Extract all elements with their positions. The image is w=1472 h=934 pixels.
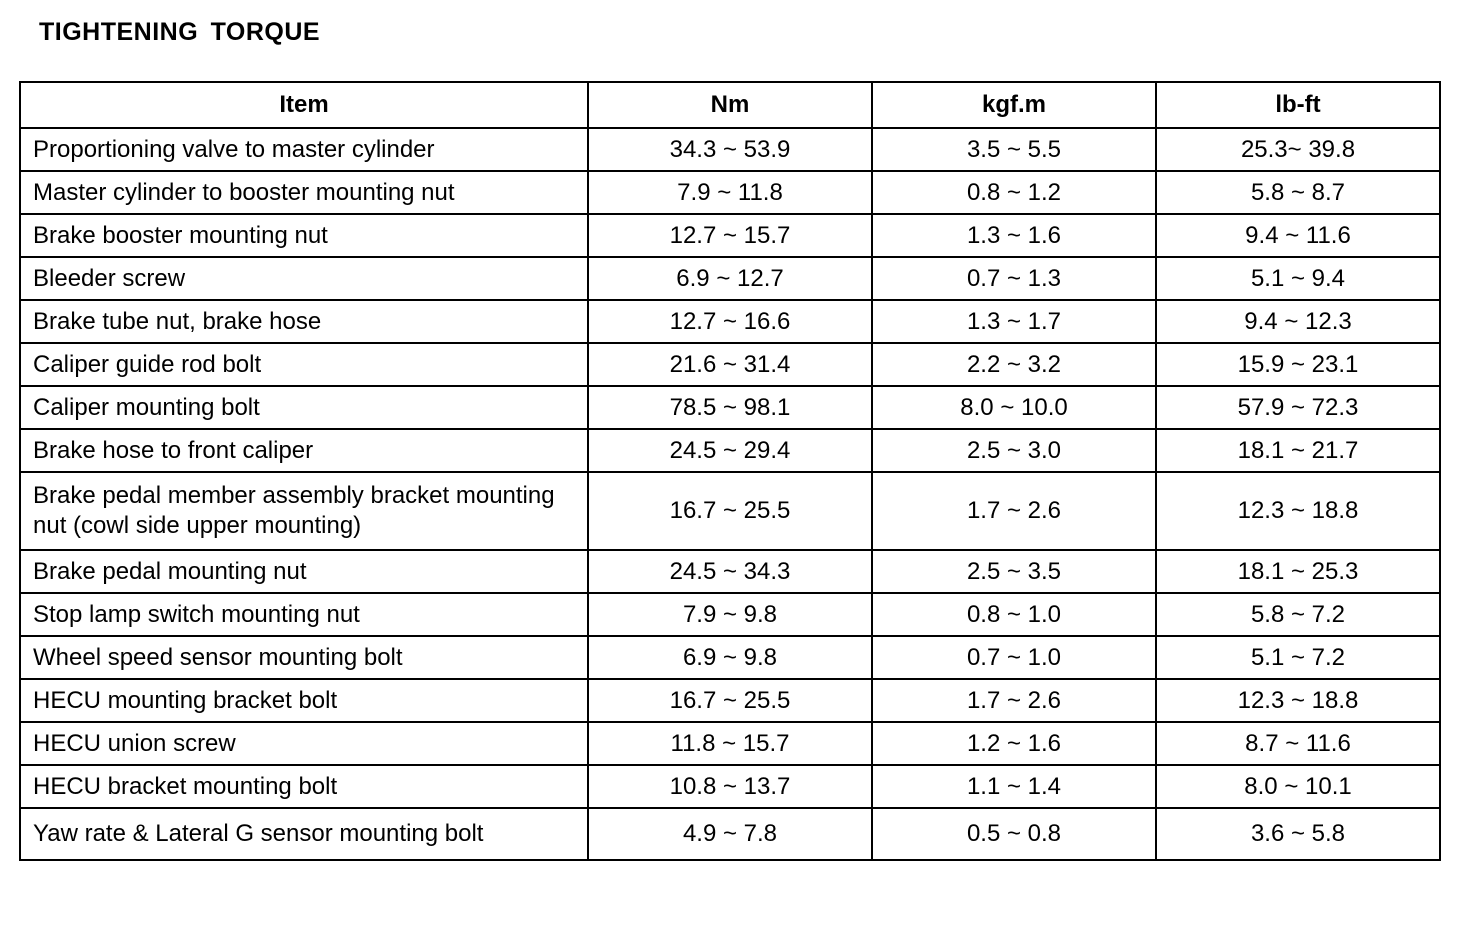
cell-nm: 12.7 ~ 16.6 xyxy=(588,300,872,343)
cell-item: Brake hose to front caliper xyxy=(20,429,588,472)
cell-kgf-m: 0.7 ~ 1.3 xyxy=(872,257,1156,300)
table-row xyxy=(20,722,1440,765)
cell-kgf-m: 0.8 ~ 1.0 xyxy=(872,593,1156,636)
cell-lb-ft: 18.1 ~ 21.7 xyxy=(1156,429,1440,472)
cell-item: Brake pedal mounting nut xyxy=(20,550,588,593)
table-row xyxy=(20,386,1440,429)
cell-kgf-m: 1.3 ~ 1.7 xyxy=(872,300,1156,343)
table-row xyxy=(20,550,1440,593)
page-title: TIGHTENING TORQUE xyxy=(39,18,321,46)
table-row xyxy=(20,593,1440,636)
cell-kgf-m: 1.7 ~ 2.6 xyxy=(872,679,1156,722)
cell-item: Proportioning valve to master cylinder xyxy=(20,128,588,171)
cell-nm: 6.9 ~ 12.7 xyxy=(588,257,872,300)
cell-nm: 21.6 ~ 31.4 xyxy=(588,343,872,386)
cell-item: Wheel speed sensor mounting bolt xyxy=(20,636,588,679)
cell-kgf-m: 8.0 ~ 10.0 xyxy=(872,386,1156,429)
cell-nm: 10.8 ~ 13.7 xyxy=(588,765,872,808)
cell-lb-ft: 25.3~ 39.8 xyxy=(1156,128,1440,171)
cell-nm: 24.5 ~ 29.4 xyxy=(588,429,872,472)
cell-lb-ft: 12.3 ~ 18.8 xyxy=(1156,679,1440,722)
cell-lb-ft: 12.3 ~ 18.8 xyxy=(1156,472,1440,550)
cell-nm: 16.7 ~ 25.5 xyxy=(588,472,872,550)
cell-nm: 78.5 ~ 98.1 xyxy=(588,386,872,429)
cell-kgf-m: 2.5 ~ 3.0 xyxy=(872,429,1156,472)
cell-item: Caliper mounting bolt xyxy=(20,386,588,429)
cell-item: Stop lamp switch mounting nut xyxy=(20,593,588,636)
cell-item: Yaw rate & Lateral G sensor mounting bolt xyxy=(20,808,588,860)
header-item: Item xyxy=(20,82,588,128)
cell-item: HECU bracket mounting bolt xyxy=(20,765,588,808)
cell-kgf-m: 0.5 ~ 0.8 xyxy=(872,808,1156,860)
table-row xyxy=(20,214,1440,257)
cell-lb-ft: 5.1 ~ 9.4 xyxy=(1156,257,1440,300)
table-row xyxy=(20,472,1440,550)
cell-nm: 34.3 ~ 53.9 xyxy=(588,128,872,171)
cell-item: HECU union screw xyxy=(20,722,588,765)
table-row xyxy=(20,679,1440,722)
header-kgf-m: kgf.m xyxy=(872,82,1156,128)
table-row xyxy=(20,808,1440,860)
cell-item: Brake tube nut, brake hose xyxy=(20,300,588,343)
cell-lb-ft: 8.0 ~ 10.1 xyxy=(1156,765,1440,808)
cell-nm: 7.9 ~ 9.8 xyxy=(588,593,872,636)
header-row xyxy=(20,82,1440,128)
cell-kgf-m: 1.7 ~ 2.6 xyxy=(872,472,1156,550)
cell-item: Brake booster mounting nut xyxy=(20,214,588,257)
cell-nm: 7.9 ~ 11.8 xyxy=(588,171,872,214)
cell-kgf-m: 3.5 ~ 5.5 xyxy=(872,128,1156,171)
cell-item: Brake pedal member assembly bracket mounting nut (cowl side upper mounting) xyxy=(20,472,588,550)
cell-kgf-m: 0.7 ~ 1.0 xyxy=(872,636,1156,679)
cell-kgf-m: 2.5 ~ 3.5 xyxy=(872,550,1156,593)
cell-kgf-m: 1.1 ~ 1.4 xyxy=(872,765,1156,808)
table-row xyxy=(20,171,1440,214)
header-nm: Nm xyxy=(588,82,872,128)
table-row xyxy=(20,343,1440,386)
header-lb-ft: lb-ft xyxy=(1156,82,1440,128)
cell-item: Caliper guide rod bolt xyxy=(20,343,588,386)
cell-lb-ft: 9.4 ~ 11.6 xyxy=(1156,214,1440,257)
torque-table xyxy=(19,81,1441,861)
cell-kgf-m: 0.8 ~ 1.2 xyxy=(872,171,1156,214)
table-row xyxy=(20,636,1440,679)
cell-lb-ft: 3.6 ~ 5.8 xyxy=(1156,808,1440,860)
cell-lb-ft: 57.9 ~ 72.3 xyxy=(1156,386,1440,429)
table-row xyxy=(20,765,1440,808)
cell-lb-ft: 8.7 ~ 11.6 xyxy=(1156,722,1440,765)
cell-lb-ft: 5.8 ~ 7.2 xyxy=(1156,593,1440,636)
cell-item: Bleeder screw xyxy=(20,257,588,300)
cell-lb-ft: 9.4 ~ 12.3 xyxy=(1156,300,1440,343)
cell-nm: 6.9 ~ 9.8 xyxy=(588,636,872,679)
cell-kgf-m: 2.2 ~ 3.2 xyxy=(872,343,1156,386)
cell-nm: 4.9 ~ 7.8 xyxy=(588,808,872,860)
cell-nm: 24.5 ~ 34.3 xyxy=(588,550,872,593)
table-row xyxy=(20,257,1440,300)
table-row xyxy=(20,128,1440,171)
table-row xyxy=(20,300,1440,343)
cell-lb-ft: 18.1 ~ 25.3 xyxy=(1156,550,1440,593)
cell-nm: 11.8 ~ 15.7 xyxy=(588,722,872,765)
cell-kgf-m: 1.2 ~ 1.6 xyxy=(872,722,1156,765)
cell-lb-ft: 5.1 ~ 7.2 xyxy=(1156,636,1440,679)
cell-lb-ft: 15.9 ~ 23.1 xyxy=(1156,343,1440,386)
cell-lb-ft: 5.8 ~ 8.7 xyxy=(1156,171,1440,214)
cell-item: Master cylinder to booster mounting nut xyxy=(20,171,588,214)
cell-nm: 12.7 ~ 15.7 xyxy=(588,214,872,257)
cell-item: HECU mounting bracket bolt xyxy=(20,679,588,722)
cell-nm: 16.7 ~ 25.5 xyxy=(588,679,872,722)
cell-kgf-m: 1.3 ~ 1.6 xyxy=(872,214,1156,257)
table-row xyxy=(20,429,1440,472)
